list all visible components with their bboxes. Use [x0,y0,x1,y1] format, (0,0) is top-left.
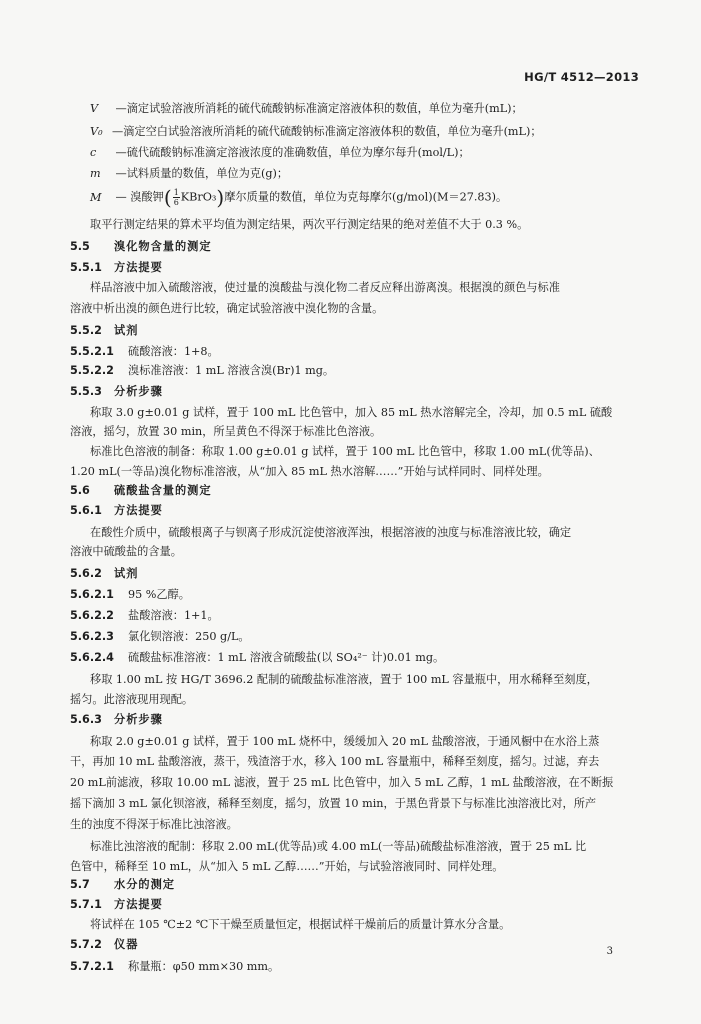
section-title: 仪器 [114,938,139,951]
section-number: 5.7 [70,878,90,891]
variable-text: — 溴酸钾 [112,190,164,204]
variable-definition [90,146,470,160]
section-title: 方法提要 [114,504,163,517]
variable-definition [90,167,288,181]
section-number: 5.5.2 [70,324,102,337]
fraction [173,188,180,207]
subsection-text: 95 %乙醇。 [128,588,190,601]
subsection-item [70,364,334,378]
paragraph-line: 标准比浊溶液的配制：移取 2.00 mL(优等品)或 4.00 mL(一等品)硫酸盐标准溶液，置于 25 mL 比 [90,840,587,853]
section-heading [70,938,138,952]
subsection-item [70,588,190,602]
variable-symbol: V [90,102,99,115]
variable-definition [90,125,542,139]
subsection-number: 5.6.2.1 [70,588,114,601]
section-title: 溴化物含量的测定 [114,240,212,253]
subsection-item [70,960,279,974]
paragraph-continuation: 1.20 mL(一等品)溴化物标准溶液，从“加入 85 mL 热水溶解……”开始与试样同时、同样处理。 [70,465,549,478]
subsection-item [70,651,444,665]
section-heading [70,504,163,518]
subsection-number: 5.6.2.3 [70,630,114,643]
section-heading [70,385,163,399]
variable-definition [90,102,523,116]
variable-definition-molar-mass [90,185,508,210]
subsection-number: 5.7.2.1 [70,960,114,973]
section-title: 试剂 [114,324,139,337]
paragraph-line: 移取 1.00 mL 按 HG/T 3696.2 配制的硫酸盐标准溶液，置于 100 mL 容量瓶中，用水稀释至刻度， [90,673,598,686]
subsection-text: 溴标准溶液：1 mL 溶液含溴(Br)1 mg。 [128,364,335,377]
paragraph-continuation: 20 mL前滤液，移取 10.00 mL 滤液，置于 25 mL 比色管中，加入 5 mL 乙醇，1 mL 盐酸溶液，在不断振 [70,776,614,789]
variable-symbol: c [90,146,97,159]
section-number: 5.7.2 [70,938,102,951]
variable-symbol: M [90,190,102,204]
subsection-number: 5.6.2.2 [70,609,114,622]
subsection-number: 5.5.2.2 [70,364,114,377]
section-number: 5.6.2 [70,567,102,580]
section-number: 5.5 [70,240,90,253]
variable-text: —滴定空白试验溶液所消耗的硫代硫酸钠标准滴定溶液体积的数值，单位为毫升(mL)； [112,125,542,138]
fraction-numerator: 1 [173,188,179,197]
section-heading [70,324,138,338]
variable-text: —滴定试验溶液所消耗的硫代硫酸钠标准滴定溶液体积的数值，单位为毫升(mL)； [112,102,523,115]
subsection-text: 硫酸溶液：1+8。 [128,345,219,358]
variable-symbol: V₀ [90,125,103,138]
subsection-item [70,630,250,644]
fraction-denominator: 6 [173,198,179,207]
subsection-text: 氯化钡溶液：250 g/L。 [128,630,250,643]
variable-text: —硫代硫酸钠标准滴定溶液浓度的准确数值，单位为摩尔每升(mol/L)； [112,146,470,159]
paragraph-line: 样品溶液中加入硫酸溶液，使过量的溴酸盐与溴化物二者反应释出游离溴。根据溴的颜色与标准 [90,281,560,294]
section-title: 试剂 [114,567,139,580]
section-title: 方法提要 [114,261,163,274]
subsection-text: 硫酸盐标准溶液：1 mL 溶液含硫酸盐(以 SO₄²⁻ 计)0.01 mg。 [128,651,445,664]
section-title: 水分的测定 [114,878,175,891]
section-number: 5.7.1 [70,898,102,911]
section-heading [70,713,163,727]
section-heading [70,261,163,275]
section-title: 分析步骤 [114,385,163,398]
subsection-item [70,345,219,359]
paragraph-continuation: 溶液中析出溴的颜色进行比较，确定试验溶液中溴化物的含量。 [70,302,384,315]
paragraph-line: 取平行测定结果的算术平均值为测定结果，两次平行测定结果的绝对差值不大于 0.3 %。 [90,218,529,231]
paragraph-continuation: 干，再加 10 mL 盐酸溶液，蒸干，残渣溶于水，移入 100 mL 容量瓶中，稀释至刻度，摇匀。过滤，弃去 [70,755,600,768]
section-heading [70,567,138,581]
paragraph-line: 称取 2.0 g±0.01 g 试样，置于 100 mL 烧杯中，缓缓加入 20 mL 盐酸溶液，于通风橱中在水浴上蒸 [90,735,600,748]
variable-symbol: m [90,167,101,180]
section-heading [70,898,163,912]
paragraph-continuation: 色管中，稀释至 10 mL，从“加入 5 mL 乙醇……”开始，与试验溶液同时、同样处理。 [70,860,504,873]
subsection-item [70,609,219,623]
standard-code-header: HG/T 4512—2013 [524,70,639,84]
subsection-number: 5.6.2.4 [70,651,114,664]
paragraph-line: 标准比色溶液的制备：称取 1.00 g±0.01 g 试样，置于 100 mL 比色管中，移取 1.00 mL(优等品)、 [90,445,600,458]
paragraph-line: 在酸性介质中，硫酸根离子与钡离子形成沉淀使溶液浑浊，根据溶液的浊度与标准溶液比较，确定 [90,526,572,539]
subsection-text: 称量瓶：φ50 mm×30 mm。 [128,960,280,973]
paragraph-continuation: 生的浊度不得深于标准比浊溶液。 [70,818,238,831]
paragraph-continuation: 摇匀。此溶液现用现配。 [70,693,194,706]
section-heading [70,240,212,254]
paragraph-line: 称取 3.0 g±0.01 g 试样，置于 100 mL 比色管中，加入 85 mL 热水溶解完全，冷却，加 0.5 mL 硫酸 [90,406,613,419]
subsection-number: 5.5.2.1 [70,345,114,358]
variable-text-tail: 摩尔质量的数值，单位为克每摩尔(g/mol)(M＝27.83)。 [224,190,508,204]
section-heading [70,484,212,498]
section-number: 5.6 [70,484,90,497]
section-title: 方法提要 [114,898,163,911]
section-number: 5.6.3 [70,713,102,726]
variable-text: —试料质量的数值，单位为克(g)； [112,167,289,180]
section-heading [70,878,175,892]
paragraph-continuation: 溶液中硫酸盐的含量。 [70,545,182,558]
chemical-formula: KBrO₃ [180,190,217,204]
page-number: 3 [606,946,613,957]
close-paren: ) [216,185,225,210]
open-paren: ( [163,185,172,210]
section-title: 分析步骤 [114,713,163,726]
section-number: 5.5.1 [70,261,102,274]
paragraph-continuation: 摇下滴加 3 mL 氯化钡溶液，稀释至刻度，摇匀，放置 10 min，于黑色背景下与标准比浊溶液比对，所产 [70,797,597,810]
section-number: 5.5.3 [70,385,102,398]
section-title: 硫酸盐含量的测定 [114,484,212,497]
section-number: 5.6.1 [70,504,102,517]
subsection-text: 盐酸溶液：1+1。 [128,609,219,622]
paragraph-line: 将试样在 105 ℃±2 ℃下干燥至质量恒定，根据试样干燥前后的质量计算水分含量。 [90,918,511,931]
paragraph-continuation: 溶液，摇匀，放置 30 min，所呈黄色不得深于标准比色溶液。 [70,425,382,438]
